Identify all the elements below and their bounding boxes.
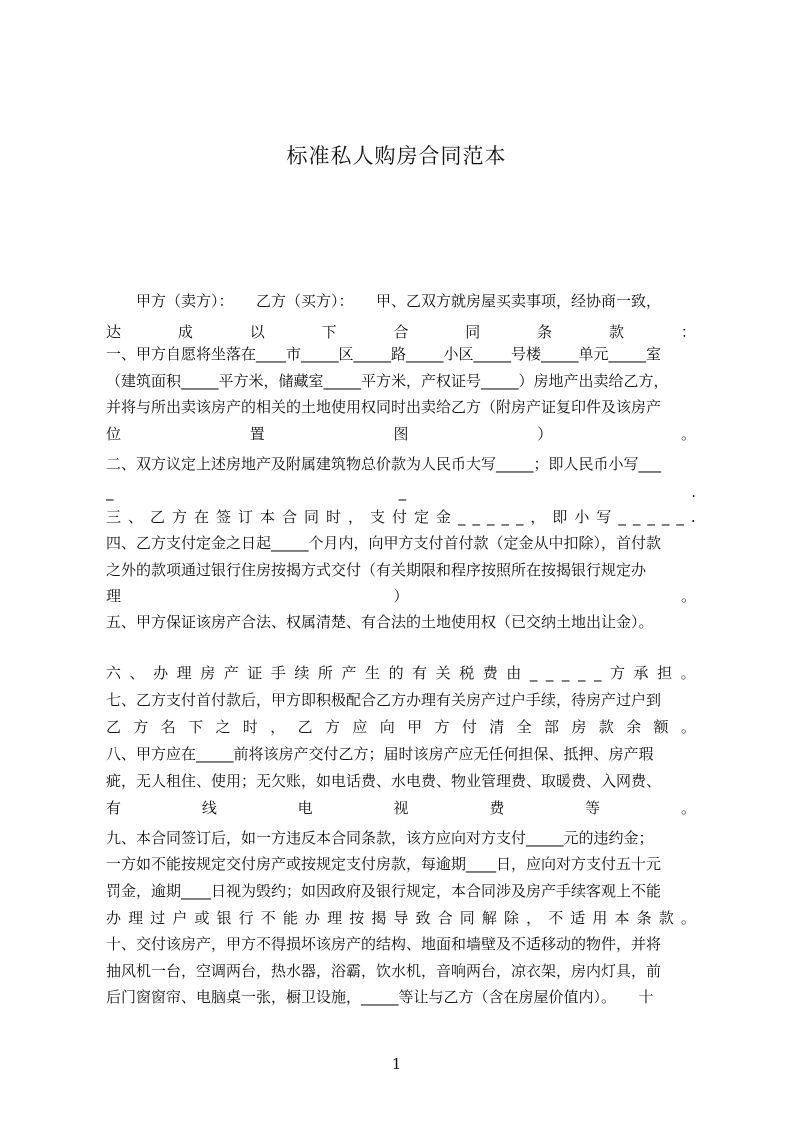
contract-line: 六 、 办 理 房 产 证 手 续 所 产 生 的 有 关 税 费 由 _ _ _ _ _ 方 承 担 。 <box>106 664 696 682</box>
page-number: 1 <box>391 1055 402 1073</box>
contract-line: 抽风机一台，空调两台，热水器，浴霸，饮水机，音响两台，凉衣架，房内灯具，前 <box>106 962 662 980</box>
contract-line: 达 成 以 下 合 同 条 款 ： <box>106 323 696 341</box>
contract-line: 理 ） 。 <box>106 587 696 605</box>
contract-line: 九、本合同签订后，如一方违反本合同条款，该方应向对方支付_____元的违约金； <box>106 829 654 847</box>
contract-line: 一、甲方自愿将坐落在____市_____区_____路_____小区_____号楼_____单元_____室 <box>106 345 662 363</box>
contract-line: 之外的款项通过银行住房按揭方式交付（有关期限和程序按照所在按揭银行规定办 <box>106 561 647 579</box>
contract-line: （建筑面积_____平方米，储藏室_____平方米，产权证号_____）房地产出卖给乙方， <box>106 372 669 390</box>
contract-line: 二、双方议定上述房地产及附属建筑物总价款为人民币大写_____；即人民币小写___ <box>106 455 662 473</box>
contract-line: 四、乙方支付定金之日起_____个月内，向甲方支付首付款（定金从中扣除），首付款 <box>106 534 662 552</box>
contract-line: 后门窗窗帘、电脑桌一张，橱卫设施，_____等让与乙方（含在房屋价值内）。 十 <box>106 988 654 1006</box>
contract-line: 五、甲方保证该房产合法、权属清楚、有合法的土地使用权（已交纳土地出让金）。 <box>106 613 654 631</box>
contract-line: 有 线 电 视 费 等 。 <box>106 799 696 817</box>
contract-line: 十、交付该房产，甲方不得损坏该房产的结构、地面和墙壁及不适移动的物件，并将 <box>106 935 662 953</box>
contract-line: 七、乙方支付首付款后，甲方即积极配合乙方办理有关房产过户手续，待房产过户到 <box>106 691 662 709</box>
contract-line: 疵，无人租住、使用；无欠账，如电话费、水电费、物业管理费、取暖费、入网费、 <box>106 772 662 790</box>
contract-line: 乙 方 名 下 之 时 ， 乙 方 应 向 甲 方 付 清 全 部 房 款 余 额 。 <box>106 718 696 736</box>
contract-line: 八、甲方应在_____前将该房产交付乙方；届时该房产应无任何担保、抵押、房产瑕 <box>106 745 654 763</box>
contract-line: 甲方（卖方）： 乙方（买方）： 甲、乙双方就房屋买卖事项，经协商一致， <box>106 292 662 310</box>
contract-line: 办 理 过 户 或 银 行 不 能 办 理 按 揭 导 致 合 同 解 除 ， 不 适 用 本 条 款 。 <box>106 909 696 927</box>
contract-line: 并将与所出卖该房产的相关的土地使用权同时出卖给乙方（附房产证复印件及该房产 <box>106 398 662 416</box>
contract-line: 三 、 乙 方 在 签 订 本 合 同 时 ， 支 付 定 金 _ _ _ _ _ ， 即 小 写 _ _ _ _ _ . <box>106 508 696 526</box>
contract-line: 位 置 图 ） 。 <box>106 425 696 443</box>
contract-line: 一方如不能按规定交付房产或按规定支付房款，每逾期____日，应向对方支付五十元 <box>106 855 662 873</box>
contract-line: 罚金，逾期____日视为毁约；如因政府及银行规定，本合同涉及房产手续客观上不能 <box>106 882 662 900</box>
contract-line: _ _ . <box>106 483 696 501</box>
document-title: 标准私人购房合同范本 <box>286 144 507 168</box>
